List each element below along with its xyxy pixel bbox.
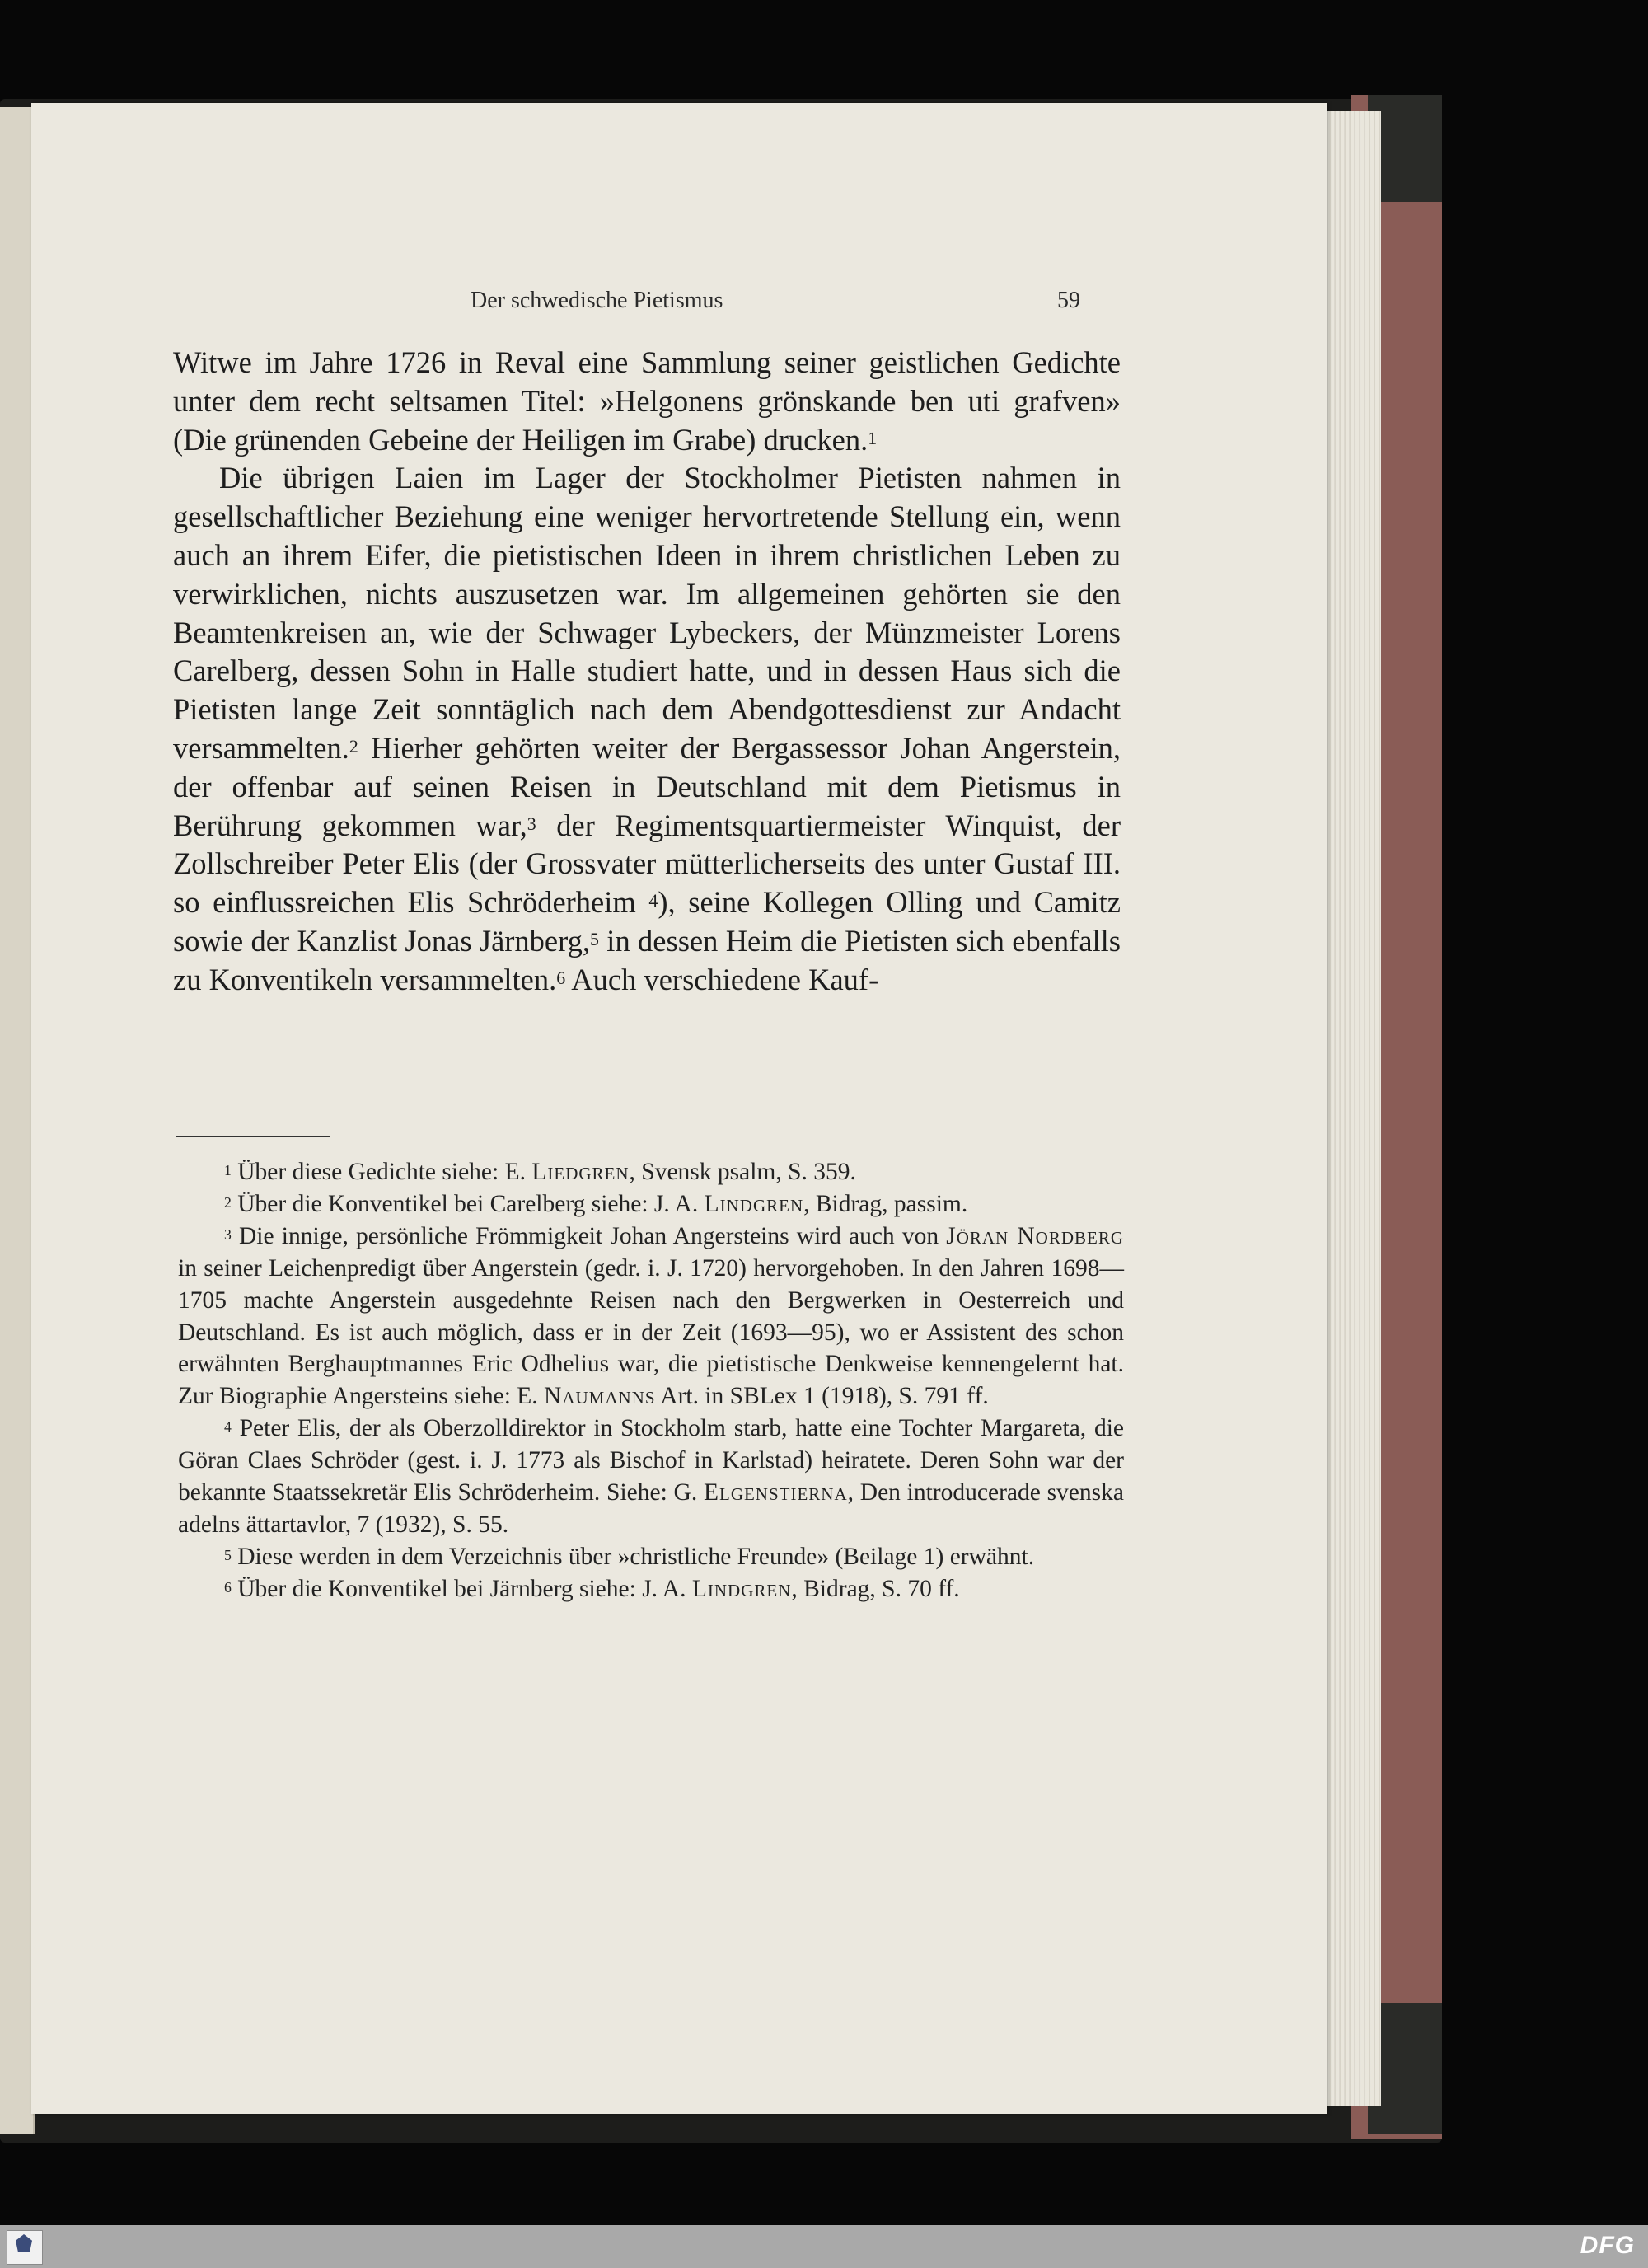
paragraph-text: der Regimentsquartiermeister Winquist, der Zollschreiber Peter Elis (der Grossvater mütterlicherseits des unter Gustaf III. so einflussreichen Elis Schröderheim [173, 808, 1121, 920]
footnote-number: 5 [224, 1546, 232, 1563]
left-page-edge [0, 107, 35, 2134]
paragraph-text: Witwe im Jahre 1726 in Reval eine Sammlung seiner geistlichen Gedichte unter dem recht seltsamen Titel: »Helgonens grönskande ben uti grafven» (Die grünenden Gebeine der Heiligen im Grabe) drucken. [173, 345, 1121, 457]
paragraph-2 [173, 459, 1121, 999]
footnote-text: Über diese Gedichte siehe: E. [237, 1159, 532, 1185]
book-page [31, 103, 1327, 2114]
page-number: 59 [1057, 288, 1080, 313]
dfg-logo[interactable]: DFG [1580, 2232, 1635, 2259]
footnote-ref: 5 [590, 928, 599, 949]
footnote-6 [178, 1573, 1124, 1605]
footnote-text: in seiner Leichenpredigt über Angerstein (gedr. i. J. 1720) hervorgehoben. In den Jahren 1698—1705 machte Angerstein ausgedehnte Reisen nach den Bergwerken in Oesterreich und Deutschland. Es ist auch möglich, dass er in der Zeit (1693—95), wo er Assistent des schon erwähnten Berghauptmannes Eric Odhelius war, die pietistische Denkweise kennengelernt hat. Zur Biographie Angersteins siehe: E. [178, 1254, 1124, 1410]
footnote-text: Peter Elis, der als Oberzolldirektor in Stockholm starb, hatte eine Tochter Margareta, die Göran Claes Schröder (gest. i. J. 1773 als Bischof in Karlstad) heiratete. Deren Sohn war der bekannte Staatssekretär Elis Schröderheim. Siehe: G. [178, 1415, 1124, 1507]
footnote-ref: 3 [527, 813, 536, 834]
library-logo[interactable] [7, 2230, 43, 2265]
footnote-5 [178, 1541, 1124, 1573]
footnote-text: Über die Konventikel bei Järnberg siehe: J. A. [237, 1575, 692, 1602]
footnote-text: Diese werden in dem Verzeichnis über »christliche Freunde» (Beilage 1) erwähnt. [237, 1543, 1035, 1570]
paragraph-text: ), seine Kollegen Olling und Camitz sowie der Kanzlist Jonas Järnberg, [173, 885, 1121, 958]
footnote-text: , Bidrag, passim. [803, 1190, 968, 1217]
footnote-divider [176, 1136, 330, 1137]
paragraph-text: Hierher gehörten weiter der Bergassessor Johan Angerstein, der offenbar auf seinen Reisen in Deutschland mit dem Pietismus in Berührung gekommen war, [173, 730, 1121, 842]
author-name: Lindgren [691, 1575, 792, 1602]
running-head-title: Der schwedische Pietismus [471, 288, 723, 313]
viewer-footer-bar [0, 2225, 1648, 2268]
footnote-4 [178, 1413, 1124, 1541]
footnote-text: , Svensk psalm, S. 359. [629, 1159, 856, 1185]
footnote-ref: 2 [349, 735, 358, 757]
footnote-number: 6 [224, 1578, 232, 1596]
footnote-text: , Bidrag, S. 70 ff. [791, 1575, 960, 1602]
paragraph-text: in dessen Heim die Pietisten sich ebenfalls zu Konventikeln versammelten. [173, 923, 1121, 996]
library-crest-icon [16, 2234, 32, 2252]
author-name: Lindgren [704, 1190, 804, 1217]
footnote-number: 3 [224, 1225, 232, 1243]
footnote-text: Die innige, persönliche Frömmigkeit Johan Angersteins wird auch von [239, 1222, 947, 1249]
footnote-text: Über die Konventikel bei Carelberg siehe: J. A. [237, 1190, 705, 1217]
footnotes [178, 1156, 1124, 1605]
author-name: Elgenstierna [703, 1479, 848, 1507]
footnote-2 [178, 1188, 1124, 1221]
paragraph-1 [173, 344, 1121, 459]
author-name: Liedgren [531, 1159, 630, 1185]
footnote-number: 1 [224, 1162, 232, 1179]
footnote-ref: 6 [556, 967, 566, 988]
footnote-3 [178, 1221, 1124, 1413]
paragraph-text: Die übrigen Laien im Lager der Stockholmer Pietisten nahmen in gesellschaftlicher Beziehung eine weniger hervortretende Stellung ein, wenn auch an ihrem Eifer, die pietistischen Ideen in ihrem christlichen Leben zu verwirklichen, nichts auszusetzen war. Im allgemeinen gehörten sie den Beamtenkreisen an, wie der Schwager Lybeckers, der Münzmeister Lorens Carelberg, dessen Sohn in Halle studiert hatte, und in dessen Haus sich die Pietisten lange Zeit sonntäglich nach dem Abendgottesdienst zur Andacht versammelten. [173, 461, 1121, 765]
footnote-ref: 1 [868, 427, 878, 448]
footnote-ref: 4 [648, 890, 658, 911]
footnote-text: , Den introducerade svenska adelns ättartavlor, 7 (1932), S. 55. [178, 1479, 1124, 1538]
author-name: Jöran Nordberg [946, 1222, 1125, 1249]
footnote-text: Art. in SBLex 1 (1918), S. 791 ff. [655, 1383, 989, 1410]
paragraph-text: Auch verschiedene Kauf- [565, 962, 879, 996]
footnote-number: 2 [224, 1193, 232, 1211]
footnote-1 [178, 1156, 1124, 1188]
author-name: Naumanns [544, 1383, 656, 1410]
main-text [173, 344, 1121, 1000]
footnote-number: 4 [224, 1418, 232, 1436]
